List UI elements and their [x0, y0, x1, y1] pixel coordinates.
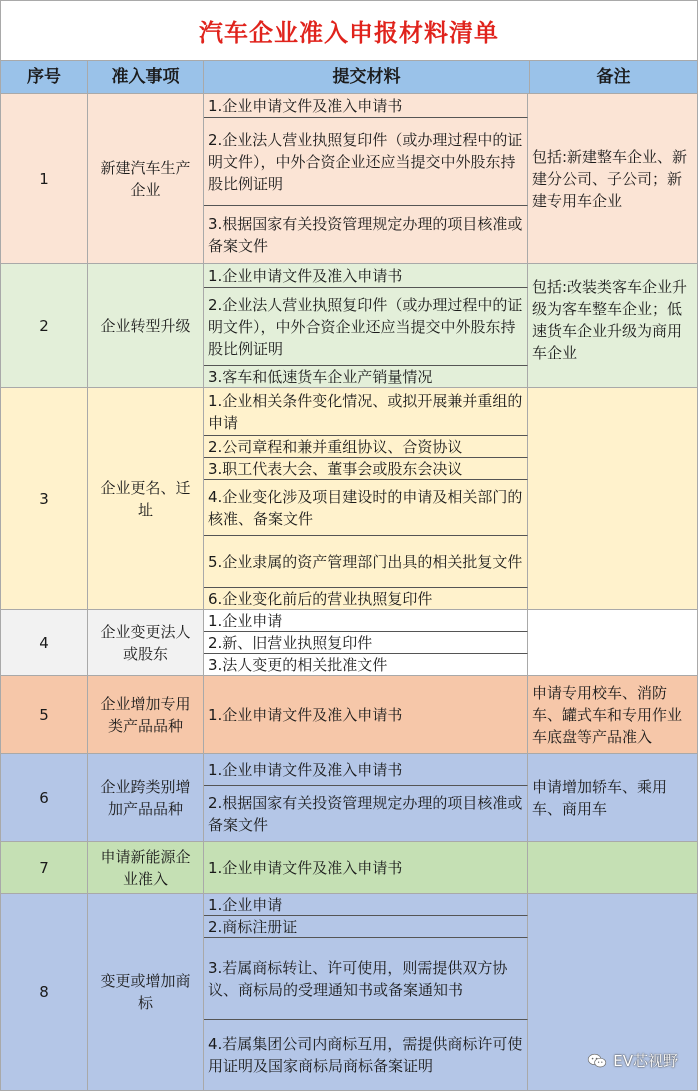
row-4-remark — [528, 610, 698, 676]
watermark — [587, 1050, 678, 1071]
row-3-material: 1.企业相关条件变化情况、或拟开展兼并重组的申请 — [204, 388, 528, 436]
row-1-material: 2.企业法人营业执照复印件（或办理过程中的证明文件），中外合资企业还应当提交中外股东持股比例证明 — [204, 118, 528, 206]
row-3-material: 5.企业隶属的资产管理部门出具的相关批复文件 — [204, 536, 528, 588]
row-7-remark — [528, 842, 698, 894]
row-1-material: 3.根据国家有关投资管理规定办理的项目核准或备案文件 — [204, 206, 528, 264]
row-8-material: 4.若属集团公司内商标互用，需提供商标许可使用证明及国家商标局商标备案证明 — [204, 1020, 528, 1091]
row-1-no: 1 — [0, 94, 88, 264]
row-5-no: 5 — [0, 676, 88, 754]
row-3-material: 4.企业变化涉及项目建设时的申请及相关部门的核准、备案文件 — [204, 480, 528, 536]
row-6-item: 企业跨类别增加产品品种 — [88, 754, 204, 842]
row-2-item: 企业转型升级 — [88, 264, 204, 388]
row-2-remark: 包括:改装类客车企业升级为客车整车企业；低速货车企业升级为商用车企业 — [528, 264, 698, 388]
row-5-item: 企业增加专用类产品品种 — [88, 676, 204, 754]
row-8-material: 1.企业申请 — [204, 894, 528, 916]
row-2-material: 2.企业法人营业执照复印件（或办理过程中的证明文件），中外合资企业还应当提交中外股东持股比例证明 — [204, 288, 528, 366]
row-6-no: 6 — [0, 754, 88, 842]
row-8-item: 变更或增加商标 — [88, 894, 204, 1091]
row-1-material: 1.企业申请文件及准入申请书 — [204, 94, 528, 118]
row-7-item: 申请新能源企业准入 — [88, 842, 204, 894]
row-3-material: 3.职工代表大会、董事会或股东会决议 — [204, 458, 528, 480]
row-6-material: 1.企业申请文件及准入申请书 — [204, 754, 528, 786]
row-4-no: 4 — [0, 610, 88, 676]
row-4-material: 2.新、旧营业执照复印件 — [204, 632, 528, 654]
row-5-remark: 申请专用校车、消防车、罐式车和专用作业车底盘等产品准入 — [528, 676, 698, 754]
row-3-remark — [528, 388, 698, 610]
row-3-material: 2.公司章程和兼并重组协议、合资协议 — [204, 436, 528, 458]
header-no: 序号 — [0, 61, 88, 94]
wechat-icon — [587, 1053, 607, 1069]
row-6-remark: 申请增加轿车、乘用车、商用车 — [528, 754, 698, 842]
row-1-remark: 包括:新建整车企业、新建分公司、子公司；新建专用车企业 — [528, 94, 698, 264]
row-5-material: 1.企业申请文件及准入申请书 — [204, 676, 528, 754]
row-3-no: 3 — [0, 388, 88, 610]
row-4-material: 3.法人变更的相关批准文件 — [204, 654, 528, 676]
row-4-item: 企业变更法人或股东 — [88, 610, 204, 676]
row-4-material: 1.企业申请 — [204, 610, 528, 632]
row-2-no: 2 — [0, 264, 88, 388]
header-materials: 提交材料 — [204, 61, 530, 94]
row-6-material: 2.根据国家有关投资管理规定办理的项目核准或备案文件 — [204, 786, 528, 842]
row-3-item: 企业更名、迁址 — [88, 388, 204, 610]
page-title: 汽车企业准入申报材料清单 — [0, 0, 698, 61]
row-8-material: 3.若属商标转让、许可使用，则需提供双方协议、商标局的受理通知书或备案通知书 — [204, 938, 528, 1020]
row-8-no: 8 — [0, 894, 88, 1091]
row-8-material: 2.商标注册证 — [204, 916, 528, 938]
header-remark: 备注 — [530, 61, 698, 94]
row-7-material: 1.企业申请文件及准入申请书 — [204, 842, 528, 894]
header-item: 准入事项 — [88, 61, 204, 94]
row-7-no: 7 — [0, 842, 88, 894]
row-3-material: 6.企业变化前后的营业执照复印件 — [204, 588, 528, 610]
watermark-text: EV芯视野 — [613, 1052, 678, 1070]
row-2-material: 3.客车和低速货车企业产销量情况 — [204, 366, 528, 388]
row-1-item: 新建汽车生产企业 — [88, 94, 204, 264]
row-2-material: 1.企业申请文件及准入申请书 — [204, 264, 528, 288]
